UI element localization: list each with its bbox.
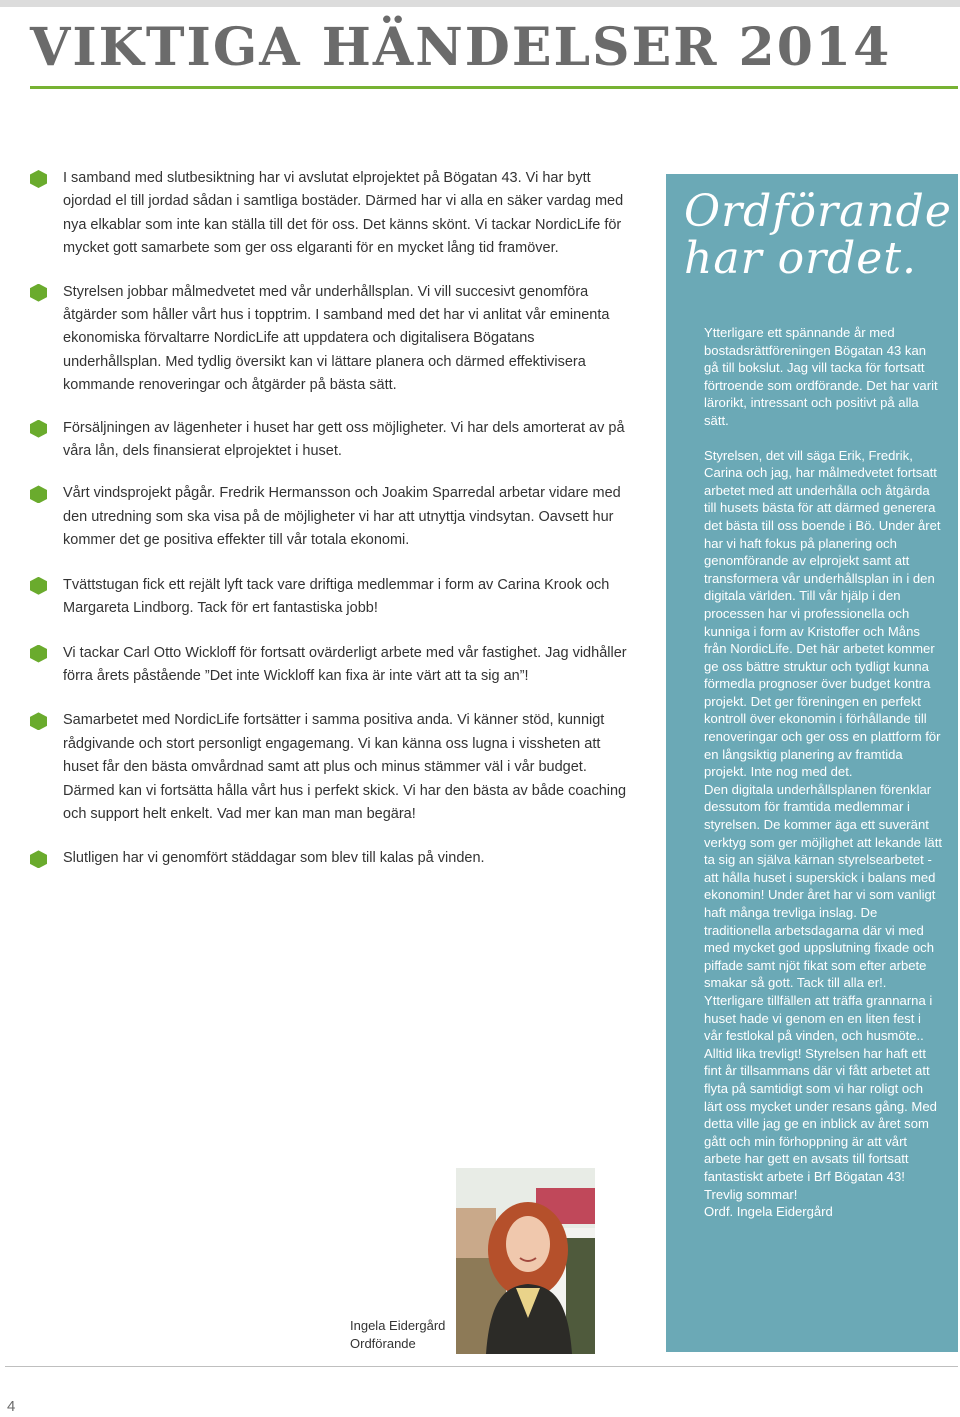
hexagon-bullet-icon: [30, 420, 47, 438]
photo-caption: [350, 1317, 445, 1353]
bottom-rule: [5, 1366, 958, 1367]
chair-paragraph: Ytterligare ett spännande år med bostadsrättföreningen Bögatan 43 kan gå till bokslut. Jag vill tacka för fortsatt förtroende som ordförande. Det har varit lärorikt, intressant och positivt på alla sätt.: [704, 325, 938, 428]
hexagon-bullet-icon: [30, 284, 47, 302]
heading-underline: [30, 86, 958, 89]
hexagon-bullet-icon: [30, 170, 47, 188]
event-text: Slutligen har vi genomfört städdagar som blev till kalas på vinden.: [63, 850, 485, 867]
chair-panel: [666, 174, 958, 1352]
chair-panel-text: [682, 324, 942, 1221]
event-text: Vi tackar Carl Otto Wickloff för fortsatt ovärderligt arbete med vår fastighet. Jag vidhåller förra årets påstående ”Det inte Wickloff kan fixa är inte värt att ta sig an”!: [63, 644, 627, 684]
event-text: Styrelsen jobbar målmedvetet med vår underhållsplan. Vi vill succesivt genomföra åtgärder som håller vårt hus i topptrim. I samband med det har vi anlitat vår eminenta ekonomiska förvaltarre NordicLife att uppdatera och digitalisera Bögatans underhållsplan. Med tydlig översikt kan vi lättare planera och därmed effektivisera kommande renoveringar och åtgärder på bästa sätt.: [63, 283, 610, 394]
event-text: Samarbetet med NordicLife fortsätter i samma positiva anda. Vi känner stöd, kunnigt rådgivande och stort personligt engagemang. Vi kan känna oss lugna i vissheten att huset får den bästa omvårdnad samt att plus och minus stämmer väl i vår budget. Därmed kan vi fortsätta hålla vårt hus i perfekt skick. Vi har den bästa av både coaching och support helt enkelt. Vad mer kan man man begära!: [63, 712, 627, 822]
chair-portrait-photo: [456, 1168, 595, 1354]
chair-paragraph: Styrelsen, det vill säga Erik, Fredrik, Carina och jag, har målmedvetet fortsatt arbetet med att underhålla och åtgärda till husets bästa för att därmed generera det bästa till oss boende i Bö. Under året har vi haft fokus på planering och genomförande av elprojekt samt att transformera vår underhållsplan in i den digitala världen. Till vår hjälp i den processen har vi professionella och kunniga i form av Kristoffer och Måns från NordicLife. Det här arbetet kommer ge oss bättre struktur och tydligt kunna förmedla prognoser över budget kontra projekt. Det ger föreningen en perfekt kontroll över ekonomin i förhållande till renoveringar och ger oss en plattform för en långsiktig planering av framtida projekt. Inte nog med det.: [704, 447, 941, 780]
event-item: [30, 574, 630, 621]
event-item: [30, 709, 630, 826]
event-item: [30, 417, 630, 464]
chair-panel-title: Ordförande har ordet.: [684, 186, 952, 284]
event-item: [30, 847, 630, 870]
hexagon-bullet-icon: [30, 850, 47, 868]
event-text: Vårt vindsprojekt pågår. Fredrik Hermansson och Joakim Sparredal arbetar vidare med den utredning som ska visa på de möjligheter vi har att utnyttja vindsytan. Oavsett hur kommer det ge positiva effekter till vår totala ekonomi.: [63, 485, 621, 549]
event-text: I samband med slutbesiktning har vi avslutat elprojektet på Bögatan 43. Vi har bytt ojordad el till jordad sådan i samtliga bostäder. Därmed har vi alla en säker vardag med nya elkablar som inte kan ställa till det för oss. Det känns skönt. Vi tackar NordicLife för mycket gott samarbete som ger oss elgaranti för en mycket lång tid framöver.: [63, 170, 624, 257]
top-rule: [0, 0, 960, 7]
event-item: [30, 482, 630, 552]
event-item: [30, 642, 630, 689]
chair-paragraph: Den digitala underhållsplanen förenklar dessutom för framtida medlemmar i styrelsen. De kommer äga ett suveränt verktyg som ger möjlighet att lekande lätt ta sig an själva kärnan styrelsearbetet - att hålla huset i superskick i balans med ekonomin! Under året har vi som vanligt haft många trevliga inslag. De traditionella arbetsdagarna där vi med med mycket god uppslutning fixade och piffade samt njöt fikat som efter arbete smakar så gott. Tack till alla er!. Ytterligare tillfällen att träffa grannarna i huset hade vi genom en en liten fest i vår festlokal på vinden, och husmöte.. Alltid lika trevligt! Styrelsen har haft ett fint år tillsammans där vi fått arbetet att flyta på samtidigt som vi har roligt och lärt oss mycket under resans gång. Med detta ville jag ge en inblick av året som gått och min förhoppning är att vårt arbete har gett en avsats till fortsatt fantastiskt arbete i Brf Bögatan 43!: [704, 781, 942, 1184]
hexagon-bullet-icon: [30, 712, 47, 730]
hexagon-bullet-icon: [30, 645, 47, 663]
caption-name: Ingela Eidergård: [350, 1318, 446, 1333]
page-number: 4: [7, 1398, 16, 1415]
events-list: [30, 167, 630, 871]
hexagon-bullet-icon: [30, 485, 47, 503]
event-item: [30, 167, 630, 261]
page-heading: VIKTIGA HÄNDELSER 2014: [30, 17, 892, 78]
chair-greeting: Trevlig sommar!: [704, 1186, 798, 1202]
event-text: Tvättstugan fick ett rejält lyft tack vare driftiga medlemmar i form av Carina Krook och Margareta Lindborg. Tack för ert fantastiska jobb!: [63, 576, 610, 617]
event-text: Försäljningen av lägenheter i huset har gett oss möjligheter. Vi har dels amorterat av på våra lån, dels finansierat elprojektet i huset.: [63, 419, 625, 460]
hexagon-bullet-icon: [30, 577, 47, 595]
chair-signature: Ordf. Ingela Eidergård: [704, 1204, 833, 1220]
event-item: [30, 281, 630, 398]
caption-role: Ordförande: [350, 1336, 416, 1351]
